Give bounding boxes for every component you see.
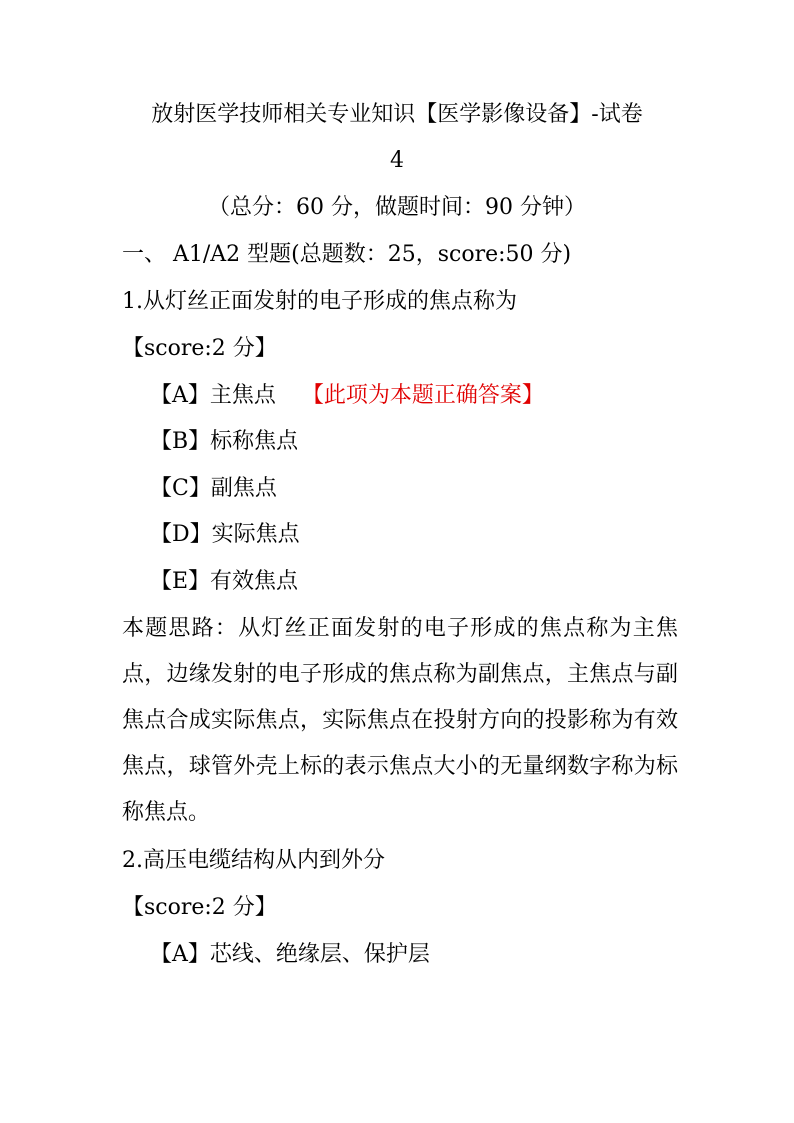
question-1-option-c: 【C】副焦点 (150, 476, 277, 501)
question-1-stem: 1.从灯丝正面发射的电子形成的焦点称为 (122, 289, 517, 314)
section-heading: 一、 A1/A2 型题(总题数：25，score:50 分) (122, 242, 572, 267)
option-text: 【A】主焦点 (150, 383, 276, 408)
correct-answer-note: 【此项为本题正确答案】 (301, 383, 544, 408)
doc-summary: （总分：60 分，做题时间：90 分钟） (208, 195, 586, 220)
question-1-score: 【score:2 分】 (122, 336, 277, 361)
question-2-option-a: 【A】芯线、绝缘层、保护层 (150, 942, 430, 967)
question-1-option-e: 【E】有效焦点 (150, 569, 299, 594)
question-2-stem: 2.高压电缆结构从内到外分 (122, 848, 385, 873)
doc-title-line1: 放射医学技师相关专业知识【医学影像设备】-试卷 (151, 102, 643, 127)
question-1-option-b: 【B】标称焦点 (150, 429, 299, 454)
doc-title-line2: 4 (390, 148, 404, 173)
question-1-option-a (150, 381, 544, 411)
question-1-explanation: 本题思路：从灯丝正面发射的电子形成的焦点称为主焦点，边缘发射的电子形成的焦点称为副焦点，主焦点与副焦点合成实际焦点，实际焦点在投射方向的投影称为有效焦点，球管外壳上标的表示焦点大小的无量纲数字称为标称焦点。 (122, 616, 678, 825)
question-1-option-d: 【D】实际焦点 (150, 522, 300, 547)
question-2-score: 【score:2 分】 (122, 895, 277, 920)
